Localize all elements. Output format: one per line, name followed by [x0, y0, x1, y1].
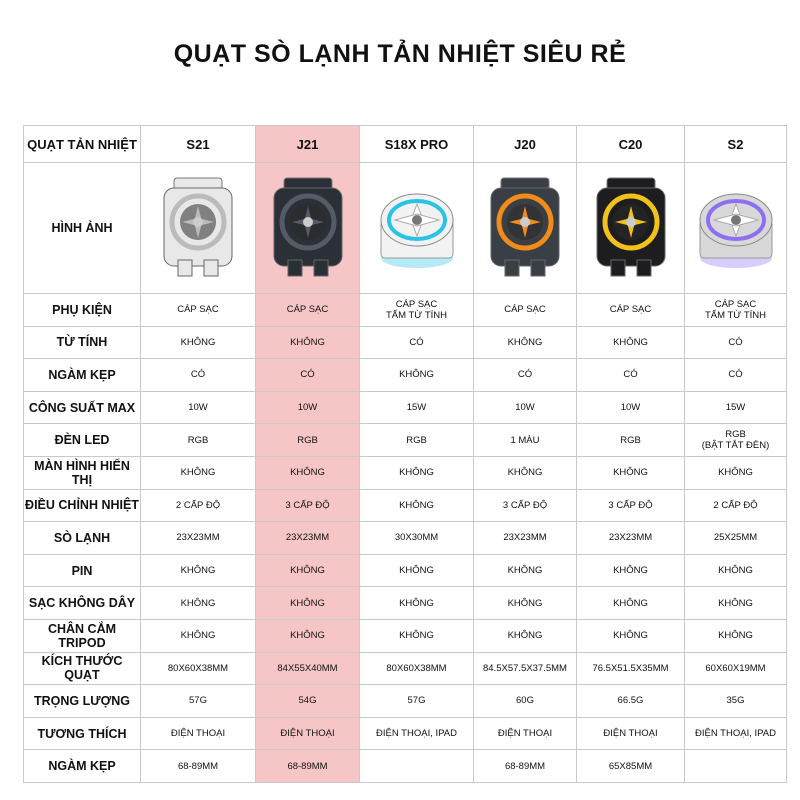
row-label: CHÂN CẮM TRIPOD — [24, 619, 141, 652]
table-cell: CÁP SẠC — [141, 294, 256, 327]
table-cell: 15W — [685, 391, 787, 424]
table-cell: 84.5X57.5X37.5MM — [474, 652, 577, 685]
table-cell: KHÔNG — [474, 554, 577, 587]
table-cell: KHÔNG — [141, 554, 256, 587]
table-cell: KHÔNG — [256, 587, 360, 620]
table-cell: RGB (BẬT TẮT ĐÈN) — [685, 424, 787, 457]
table-cell: KHÔNG — [685, 554, 787, 587]
table-cell: CÁP SẠC — [474, 294, 577, 327]
table-row — [24, 522, 787, 555]
row-label: PHỤ KIỆN — [24, 294, 141, 327]
dark-phone-cooler-orange-icon — [487, 176, 563, 280]
table-cell: KHÔNG — [256, 326, 360, 359]
table-cell: 35G — [685, 685, 787, 718]
table-cell: 23X23MM — [256, 522, 360, 555]
table-cell: RGB — [360, 424, 474, 457]
row-label: CÔNG SUẤT MAX — [24, 391, 141, 424]
table-row — [24, 424, 787, 457]
model-header-s21: S21 — [141, 126, 256, 163]
table-row — [24, 456, 787, 489]
table-row — [24, 391, 787, 424]
table-row — [24, 294, 787, 327]
product-image-cell — [256, 163, 360, 294]
table-cell: KHÔNG — [577, 456, 685, 489]
table-cell: KHÔNG — [685, 456, 787, 489]
row-label: MÀN HÌNH HIỂN THỊ — [24, 456, 141, 489]
table-cell: KHÔNG — [474, 587, 577, 620]
table-cell: 68-89MM — [474, 750, 577, 783]
table-cell — [360, 750, 474, 783]
table-cell: CÓ — [474, 359, 577, 392]
table-cell: KHÔNG — [141, 456, 256, 489]
table-cell: CÓ — [360, 326, 474, 359]
table-cell: KHÔNG — [360, 359, 474, 392]
table-cell: 3 CẤP ĐỘ — [256, 489, 360, 522]
table-cell: 3 CẤP ĐỘ — [577, 489, 685, 522]
table-cell: KHÔNG — [360, 619, 474, 652]
table-cell: KHÔNG — [360, 456, 474, 489]
table-cell: 25X25MM — [685, 522, 787, 555]
table-cell: 60X60X19MM — [685, 652, 787, 685]
table-cell: 30X30MM — [360, 522, 474, 555]
row-label: ĐÈN LED — [24, 424, 141, 457]
product-image-cell — [360, 163, 474, 294]
table-cell: CÓ — [141, 359, 256, 392]
table-cell: KHÔNG — [474, 619, 577, 652]
row-label: TƯƠNG THÍCH — [24, 717, 141, 750]
table-header-row — [24, 126, 787, 163]
table-row — [24, 685, 787, 718]
table-row — [24, 489, 787, 522]
table-cell: KHÔNG — [256, 554, 360, 587]
table-cell: 68-89MM — [141, 750, 256, 783]
table-cell: KHÔNG — [360, 554, 474, 587]
table-cell: 2 CẤP ĐỘ — [685, 489, 787, 522]
table-cell: KHÔNG — [360, 489, 474, 522]
table-cell: 3 CẤP ĐỘ — [474, 489, 577, 522]
header-label: QUẠT TẢN NHIỆT — [24, 126, 141, 163]
table-cell: RGB — [256, 424, 360, 457]
table-cell: 84X55X40MM — [256, 652, 360, 685]
table-cell: 2 CẤP ĐỘ — [141, 489, 256, 522]
model-header-j20: J20 — [474, 126, 577, 163]
table-cell: CÓ — [577, 359, 685, 392]
table-cell: CÓ — [685, 326, 787, 359]
table-cell: 80X60X38MM — [141, 652, 256, 685]
table-cell: KHÔNG — [141, 619, 256, 652]
model-header-c20: C20 — [577, 126, 685, 163]
table-cell: KHÔNG — [256, 456, 360, 489]
table-cell: KHÔNG — [474, 456, 577, 489]
clear-round-cooler-rgb-icon — [694, 180, 778, 276]
product-image-cell — [474, 163, 577, 294]
table-cell: ĐIỆN THOẠI — [474, 717, 577, 750]
table-row — [24, 587, 787, 620]
table-cell: KHÔNG — [256, 619, 360, 652]
table-cell: 1 MÀU — [474, 424, 577, 457]
table-row — [24, 619, 787, 652]
model-header-s18x-pro: S18X PRO — [360, 126, 474, 163]
table-row — [24, 717, 787, 750]
table-cell: ĐIỆN THOẠI, IPAD — [360, 717, 474, 750]
table-cell: 76.5X51.5X35MM — [577, 652, 685, 685]
table-cell: CÁP SẠC TẤM TỪ TÍNH — [685, 294, 787, 327]
table-cell: KHÔNG — [474, 326, 577, 359]
table-cell: CÁP SẠC — [577, 294, 685, 327]
table-cell: 66.5G — [577, 685, 685, 718]
table-row — [24, 359, 787, 392]
white-round-cooler-blue-icon — [375, 180, 459, 276]
table-cell: KHÔNG — [141, 326, 256, 359]
image-row-label: HÌNH ẢNH — [24, 163, 141, 294]
table-cell — [685, 750, 787, 783]
product-image-cell — [577, 163, 685, 294]
model-header-j21: J21 — [256, 126, 360, 163]
table-cell: KHÔNG — [141, 587, 256, 620]
row-label: NGÀM KẸP — [24, 359, 141, 392]
black-phone-cooler-yellow-icon — [593, 176, 669, 280]
table-cell: 65X85MM — [577, 750, 685, 783]
row-label: PIN — [24, 554, 141, 587]
black-phone-cooler-rgb-icon — [270, 176, 346, 280]
table-cell: 68-89MM — [256, 750, 360, 783]
table-cell: 57G — [141, 685, 256, 718]
table-cell: RGB — [141, 424, 256, 457]
white-phone-cooler-rgb-icon — [160, 176, 236, 280]
table-cell: 60G — [474, 685, 577, 718]
table-cell: 23X23MM — [141, 522, 256, 555]
table-cell: CÓ — [685, 359, 787, 392]
table-cell: KHÔNG — [685, 587, 787, 620]
row-label: KÍCH THƯỚC QUẠT — [24, 652, 141, 685]
table-row — [24, 652, 787, 685]
page-title: QUẠT SÒ LẠNH TẢN NHIỆT SIÊU RẺ — [173, 40, 627, 68]
table-cell: RGB — [577, 424, 685, 457]
image-row — [24, 163, 787, 294]
table-cell: 10W — [577, 391, 685, 424]
table-cell: KHÔNG — [360, 587, 474, 620]
table-cell: KHÔNG — [577, 326, 685, 359]
table-cell: KHÔNG — [577, 587, 685, 620]
table-cell: 10W — [141, 391, 256, 424]
model-header-s2: S2 — [685, 126, 787, 163]
row-label: TRỌNG LƯỢNG — [24, 685, 141, 718]
table-row — [24, 326, 787, 359]
table-cell: ĐIỆN THOẠI — [256, 717, 360, 750]
row-label: NGÀM KẸP — [24, 750, 141, 783]
row-label: ĐIỀU CHỈNH NHIỆT — [24, 489, 141, 522]
table-cell: 54G — [256, 685, 360, 718]
table-cell: CÓ — [256, 359, 360, 392]
product-image-cell — [685, 163, 787, 294]
table-cell: 23X23MM — [474, 522, 577, 555]
row-label: TỪ TÍNH — [24, 326, 141, 359]
table-cell: KHÔNG — [577, 554, 685, 587]
table-cell: 10W — [474, 391, 577, 424]
table-cell: 15W — [360, 391, 474, 424]
table-cell: ĐIỆN THOẠI — [141, 717, 256, 750]
table-cell: ĐIỆN THOẠI — [577, 717, 685, 750]
table-row — [24, 554, 787, 587]
table-cell: 10W — [256, 391, 360, 424]
table-cell: KHÔNG — [577, 619, 685, 652]
table-cell: ĐIỆN THOẠI, IPAD — [685, 717, 787, 750]
row-label: SẠC KHÔNG DÂY — [24, 587, 141, 620]
table-cell: KHÔNG — [685, 619, 787, 652]
product-image-cell — [141, 163, 256, 294]
table-cell: 23X23MM — [577, 522, 685, 555]
table-cell: CÁP SẠC TẤM TỪ TÍNH — [360, 294, 474, 327]
table-cell: 80X60X38MM — [360, 652, 474, 685]
table-row — [24, 750, 787, 783]
comparison-table — [23, 125, 787, 783]
table-cell: CÁP SẠC — [256, 294, 360, 327]
row-label: SÒ LẠNH — [24, 522, 141, 555]
table-cell: 57G — [360, 685, 474, 718]
